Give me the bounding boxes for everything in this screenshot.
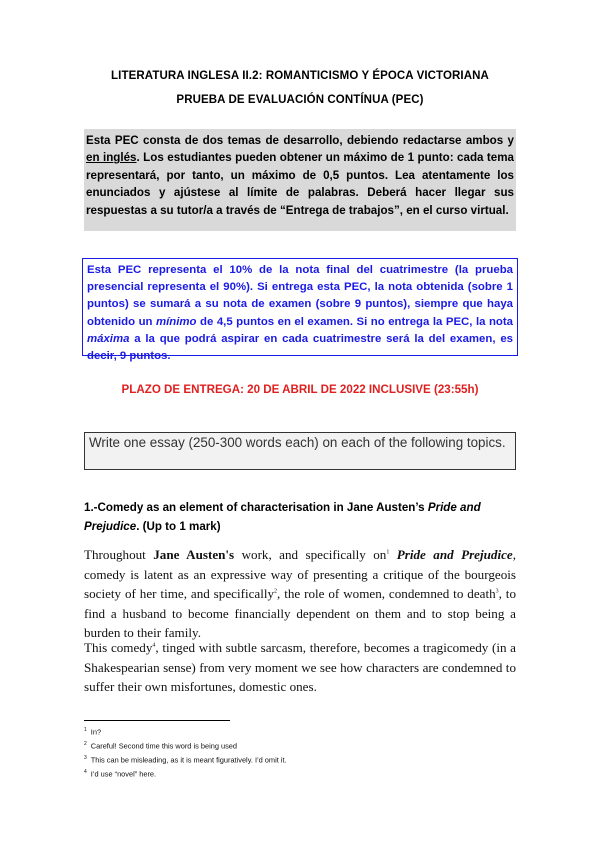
footnote xyxy=(84,755,287,764)
footnote-number: 2 xyxy=(84,741,87,747)
essay-p1-novel-title: Pride and Prejudice xyxy=(396,547,513,562)
deadline-notice: PLAZO DE ENTREGA: 20 DE ABRIL DE 2022 INCLUSIVE (23:55h) xyxy=(121,383,479,396)
footnote-number: 4 xyxy=(84,769,87,775)
essay-p1-author: Jane Austen's xyxy=(153,547,235,562)
essay-p1-text-d: , comedy is latent as an expressive way of presenting a critique of the bourgeois society of her time, and specifically xyxy=(84,547,516,602)
grading-italic-2: máxima xyxy=(87,332,130,345)
essay-p1-text-b: work, and specifically on xyxy=(234,547,387,562)
course-title: LITERATURA INGLESA II.2: ROMANTICISMO Y ÉPOCA VICTORIANA xyxy=(111,70,489,82)
footnote-text: I’d use “novel” here. xyxy=(90,769,157,779)
essay-paragraph-1 xyxy=(84,545,516,643)
essay-p1-text-c xyxy=(389,547,396,562)
instructions-underlined: en inglés xyxy=(86,151,137,165)
footnote xyxy=(84,741,237,750)
footnote-text: This can be misleading, as it is meant figuratively. I’d omit it. xyxy=(90,755,287,765)
grading-note-box xyxy=(82,258,518,363)
footnote-separator xyxy=(84,720,230,721)
essay-paragraph-2 xyxy=(84,638,516,697)
footnote xyxy=(84,769,156,778)
instructions-text-2: . Los estudiantes pueden obtener un máximo de 1 punto: cada tema representará, por tanto, un máximo de 0,5 puntos. Lea atentamente los enunciados y ajústese al límite de palabras. Deberá hacer llegar sus respuestas a su tutor/a a través de “Entrega de trabajos”, en el curso virtual. xyxy=(86,151,514,217)
footnote-text: In? xyxy=(90,727,102,737)
question-text-1: 1.-Comedy as an element of characterisation in Jane Austen’s xyxy=(84,501,428,514)
grading-text-2: de 4,5 puntos en el examen. Si no entrega la PEC, la nota xyxy=(196,315,513,328)
grading-text-1: Esta PEC representa el 10% de la nota final del cuatrimestre (la prueba presencial representa el 90%). Si entrega esta PEC, la nota obtenida (sobre 1 puntos) se sumará a su nota de examen (sobre 9 puntos), siempre que haya obtenido un xyxy=(87,264,513,328)
footnote-text: Careful! Second time this word is being used xyxy=(90,741,238,751)
question-text-2: . (Up to 1 mark) xyxy=(136,519,221,533)
footnote-ref-2[interactable]: 2 xyxy=(274,588,278,595)
footnote-ref-4[interactable]: 4 xyxy=(152,642,156,649)
grading-italic-1: mínimo xyxy=(156,315,197,328)
task-box: Write one essay (250-300 words each) on each of the following topics. xyxy=(84,432,516,470)
assignment-title: PRUEBA DE EVALUACIÓN CONTÍNUA (PEC) xyxy=(176,94,424,106)
footnote-ref-1[interactable]: 1 xyxy=(386,549,390,556)
footnote-number: 3 xyxy=(84,755,87,761)
grading-text-3: a la que podrá aspirar en cada cuatrimestre será la del examen, es decir, 9 puntos. xyxy=(87,332,513,363)
footnote xyxy=(84,727,101,736)
instructions-box xyxy=(84,129,516,231)
footnote-ref-3[interactable]: 3 xyxy=(495,588,499,595)
footnote-number: 1 xyxy=(84,727,87,733)
question-italic: Pride and Prejudice xyxy=(84,501,481,533)
instructions-text-1: Esta PEC consta de dos temas de desarrollo, debiendo redactarse ambos y xyxy=(86,134,514,147)
essay-p2-text-a: This comedy xyxy=(84,640,153,655)
essay-p2-text-b: , tinged with subtle sarcasm, therefore, becomes a tragicomedy (in a Shakespearian sense) from very moment we see how characters are condemned to suffer their own misfortunes, domestic ones. xyxy=(84,640,516,695)
essay-p1-text-a: Throughout xyxy=(84,547,154,562)
essay-p1-text-e: , the role of women, condemned to death xyxy=(277,586,496,602)
question-heading xyxy=(84,499,516,536)
essay-p1-text-f: , to find a husband to become financially dependent on them and to stop being a burden to their family. xyxy=(84,586,516,641)
